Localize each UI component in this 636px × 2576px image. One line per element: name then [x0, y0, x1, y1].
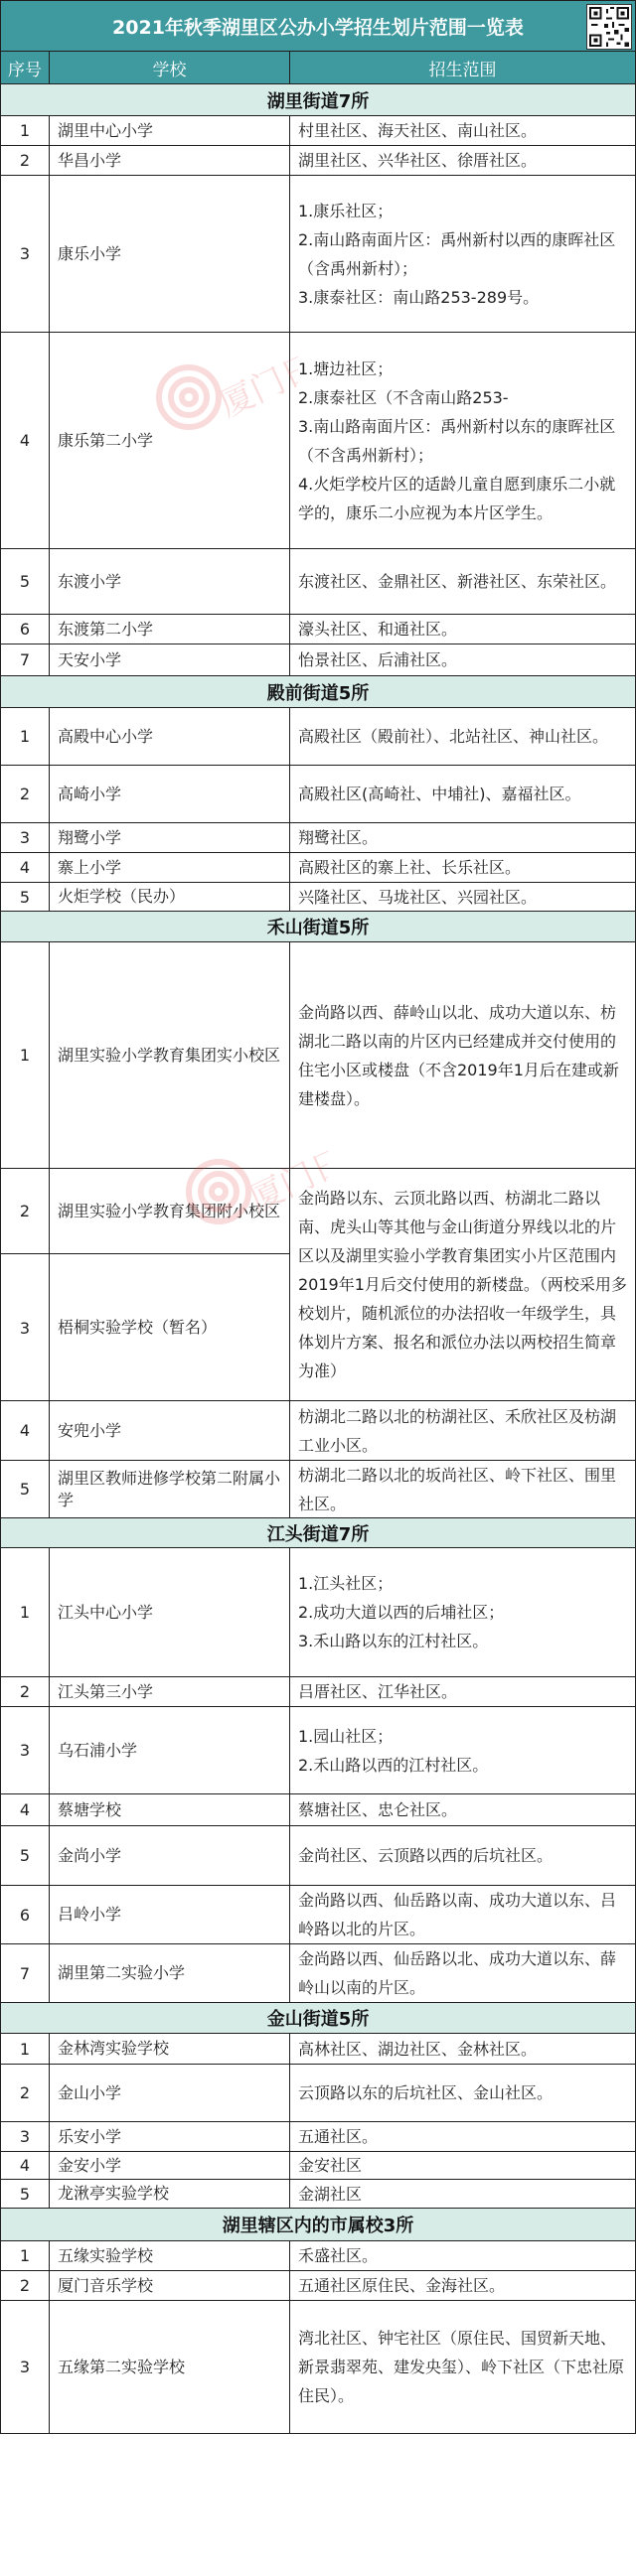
school-name: 东渡第二小学	[50, 615, 290, 644]
table-row	[0, 2180, 636, 2209]
enrollment-range: 兴隆社区、马垅社区、兴园社区。	[298, 887, 538, 907]
school-name: 厦门音乐学校	[50, 2271, 290, 2300]
row-number: 3	[1, 176, 50, 332]
school-name: 安兜小学	[50, 1401, 290, 1460]
enrollment-range: 湖里社区、兴华社区、徐厝社区。	[298, 151, 538, 170]
row-number: 3	[1, 1707, 50, 1793]
school-name: 高崎小学	[50, 766, 290, 822]
enrollment-range: 金湖社区	[298, 2184, 363, 2204]
school-name: 吕岭小学	[50, 1886, 290, 1943]
table-row	[0, 2152, 636, 2180]
enrollment-range: 金尚路以西、薛岭山以北、成功大道以东、枋湖北二路以南的片区内已经建成并交付使用的住宅小区或楼盘（不含2019年1月后在建或新建楼盘）。	[298, 1002, 619, 1108]
table-row	[0, 146, 636, 176]
school-name: 梧桐实验学校（暂名）	[58, 1318, 218, 1337]
table-row	[0, 2271, 636, 2301]
enrollment-range: 金尚路以西、仙岳路以南、成功大道以东、吕岭路以北的片区。	[298, 1891, 617, 1938]
section-header: 湖里辖区内的市属校3所	[0, 2209, 636, 2241]
school-name: 金安小学	[50, 2152, 290, 2179]
enrollment-range: 湾北社区、钟宅社区（原住民、国贸新天地、新景翡翠苑、建发央玺）、岭下社区（下忠社原住民）。	[298, 2329, 625, 2405]
row-number: 2	[1, 146, 50, 175]
watermark-text: 厦门日报	[213, 332, 298, 426]
row-number: 2	[1, 1169, 50, 1253]
school-name: 五缘实验学校	[50, 2241, 290, 2270]
column-header-row	[0, 52, 636, 84]
row-number: 1	[1, 708, 50, 765]
header-school: 学校	[50, 52, 290, 83]
table-row	[0, 2034, 636, 2065]
table-row	[0, 2241, 636, 2271]
school-name: 金尚小学	[50, 1826, 290, 1885]
enrollment-range: 吕厝社区、江华社区。	[298, 1682, 458, 1701]
enrollment-range: 翔鹭社区。	[298, 828, 379, 847]
school-name: 湖里中心小学	[50, 116, 290, 145]
table-row	[0, 853, 636, 883]
row-number: 2	[1, 766, 50, 822]
table-row	[0, 1886, 636, 1944]
enrollment-range: 1.康乐社区； 2.南山路南面片区：禹州新村以西的康晖社区（含禹州新村）； 3.康泰社区：南山路253-289号。	[298, 201, 616, 307]
table-row	[0, 116, 636, 146]
row-number: 1	[1, 2034, 50, 2064]
table-row	[0, 1401, 636, 1461]
table-row	[0, 1707, 636, 1794]
table-row	[1, 1254, 289, 1401]
enrollment-range: 高殿社区(高崎社、中埔社)、嘉福社区。	[298, 785, 581, 803]
table-title-row	[0, 0, 636, 52]
enrollment-range: 高林社区、湖边社区、金林社区。	[298, 2039, 538, 2059]
row-number: 2	[1, 2065, 50, 2121]
table-row	[0, 2301, 636, 2434]
row-number: 4	[1, 333, 50, 548]
table-row	[0, 333, 636, 549]
row-number: 3	[1, 2122, 50, 2151]
school-name: 湖里区教师进修学校第二附属小学	[50, 1461, 290, 1517]
enrollment-range: 云顶路以东的后坑社区、金山社区。	[298, 2083, 554, 2102]
qr-code-icon	[586, 4, 632, 50]
table-row	[0, 708, 636, 766]
enrollment-range: 1.园山社区； 2.禾山路以西的江村社区。	[298, 1726, 489, 1775]
row-number: 1	[1, 116, 50, 145]
table-row	[0, 2122, 636, 2152]
enrollment-range: 五通社区原住民、金海社区。	[298, 2276, 506, 2295]
row-number: 7	[1, 1944, 50, 2002]
enrollment-range: 怡景社区、后浦社区。	[298, 650, 458, 669]
enrollment-range: 金尚路以西、仙岳路以北、成功大道以东、薛岭山以南的片区。	[298, 1949, 617, 1997]
merged-row-group	[0, 1169, 636, 1401]
school-name: 高殿中心小学	[50, 708, 290, 765]
enrollment-range: 1.江头社区； 2.成功大道以西的后埔社区； 3.禾山路以东的江村社区。	[298, 1574, 505, 1650]
table-row	[0, 766, 636, 823]
school-name: 乌石浦小学	[50, 1707, 290, 1793]
row-number: 7	[1, 644, 50, 675]
school-name: 东渡小学	[50, 549, 290, 614]
row-number: 4	[1, 1401, 50, 1460]
enrollment-range: 枋湖北二路以北的坂尚社区、岭下社区、围里社区。	[298, 1465, 617, 1513]
enrollment-range: 金安社区	[298, 2156, 363, 2175]
table-row	[0, 1677, 636, 1707]
section-header: 禾山街道5所	[0, 912, 636, 942]
row-number: 5	[1, 1461, 50, 1517]
enrollment-range: 蔡塘社区、忠仑社区。	[298, 1800, 458, 1819]
enrollment-range: 高殿社区的寨上社、长乐社区。	[298, 858, 522, 877]
school-name: 蔡塘学校	[50, 1794, 290, 1825]
enrollment-range: 1.塘边社区； 2.康泰社区（不含南山路253- 3.南山路南面片区：禹州新村以东的康晖社区（不含禹州新村）； 4.火炬学校片区的适龄儿童自愿到康乐二小就学的，康乐二小应视为本片区学生。	[298, 358, 616, 522]
row-number: 1	[1, 1548, 50, 1676]
row-number: 1	[1, 2241, 50, 2270]
section-header: 金山街道5所	[0, 2003, 636, 2034]
enrollment-range: 枋湖北二路以北的枋湖社区、禾欣社区及枋湖工业小区。	[298, 1406, 617, 1455]
school-name: 康乐第二小学	[50, 333, 290, 548]
school-name: 江头中心小学	[50, 1548, 290, 1676]
row-number: 3	[1, 1254, 50, 1401]
school-name: 湖里实验小学教育集团实小校区	[50, 942, 290, 1168]
school-name: 龙湫亭实验学校	[50, 2180, 290, 2208]
table-row	[1, 1169, 289, 1254]
school-name: 寨上小学	[50, 853, 290, 882]
school-name: 金山小学	[50, 2065, 290, 2121]
row-number: 5	[1, 2180, 50, 2208]
school-name: 五缘第二实验学校	[50, 2301, 290, 2433]
school-name: 火炬学校（民办）	[50, 883, 290, 911]
school-name: 金林湾实验学校	[50, 2034, 290, 2064]
watermark-text: 厦门日报	[242, 1126, 328, 1220]
table-row	[0, 644, 636, 676]
row-number: 3	[1, 2301, 50, 2433]
table-row	[0, 615, 636, 644]
row-number: 5	[1, 1826, 50, 1885]
enrollment-range: 高殿社区（殿前社）、北站社区、神山社区。	[298, 727, 609, 746]
school-name: 康乐小学	[50, 176, 290, 332]
enrollment-range: 五通社区。	[298, 2127, 379, 2146]
enrollment-range: 金尚社区、云顶路以西的后坑社区。	[298, 1846, 554, 1865]
row-number: 5	[1, 883, 50, 911]
row-number: 4	[1, 1794, 50, 1825]
enrollment-range: 村里社区、海天社区、南山社区。	[298, 121, 538, 140]
row-number: 5	[1, 549, 50, 614]
table-row	[0, 2065, 636, 2122]
table-row	[0, 942, 636, 1169]
school-name: 华昌小学	[50, 146, 290, 175]
school-name: 湖里第二实验小学	[50, 1944, 290, 2002]
enrollment-range: 东渡社区、金鼎社区、新港社区、东荣社区。	[298, 572, 617, 591]
row-number: 2	[1, 2271, 50, 2300]
row-number: 6	[1, 1886, 50, 1943]
school-name: 乐安小学	[50, 2122, 290, 2151]
table-body	[0, 84, 636, 2434]
row-number: 4	[1, 853, 50, 882]
table-row	[0, 823, 636, 853]
table-row	[0, 549, 636, 615]
row-number: 3	[1, 823, 50, 852]
table-row	[0, 1794, 636, 1826]
row-number: 4	[1, 2152, 50, 2179]
header-num: 序号	[1, 52, 50, 83]
enrollment-range: 禾盛社区。	[298, 2246, 379, 2265]
table-row	[0, 1548, 636, 1677]
row-number: 2	[1, 1677, 50, 1706]
school-name: 江头第三小学	[50, 1677, 290, 1706]
table-row	[0, 1461, 636, 1518]
enrollment-range: 金尚路以东、云顶北路以西、枋湖北二路以南、虎头山等其他与金山街道分界线以北的片区以及湖里实验小学教育集团实小片区范围内2019年1月后交付使用的新楼盘。（两校采用多校划片，随机派位的办法招收一年级学生，具体划片方案、报名和派位办法以两校招生简章为准）	[298, 1189, 627, 1380]
school-name: 翔鹭小学	[50, 823, 290, 852]
table-row	[0, 1944, 636, 2003]
section-header: 殿前街道5所	[0, 676, 636, 708]
school-name: 湖里实验小学教育集团附小校区	[58, 1201, 281, 1220]
row-number: 6	[1, 615, 50, 644]
table-row	[0, 176, 636, 333]
table-row	[0, 1826, 636, 1886]
section-header: 江头街道7所	[0, 1518, 636, 1548]
section-header: 湖里街道7所	[0, 84, 636, 116]
table-row	[0, 883, 636, 912]
enrollment-range: 濠头社区、和通社区。	[298, 620, 458, 639]
school-name: 天安小学	[50, 644, 290, 675]
table-title: 2021年秋季湖里区公办小学招生划片范围一览表	[112, 16, 524, 39]
header-range: 招生范围	[428, 60, 497, 80]
row-number: 1	[1, 942, 50, 1168]
